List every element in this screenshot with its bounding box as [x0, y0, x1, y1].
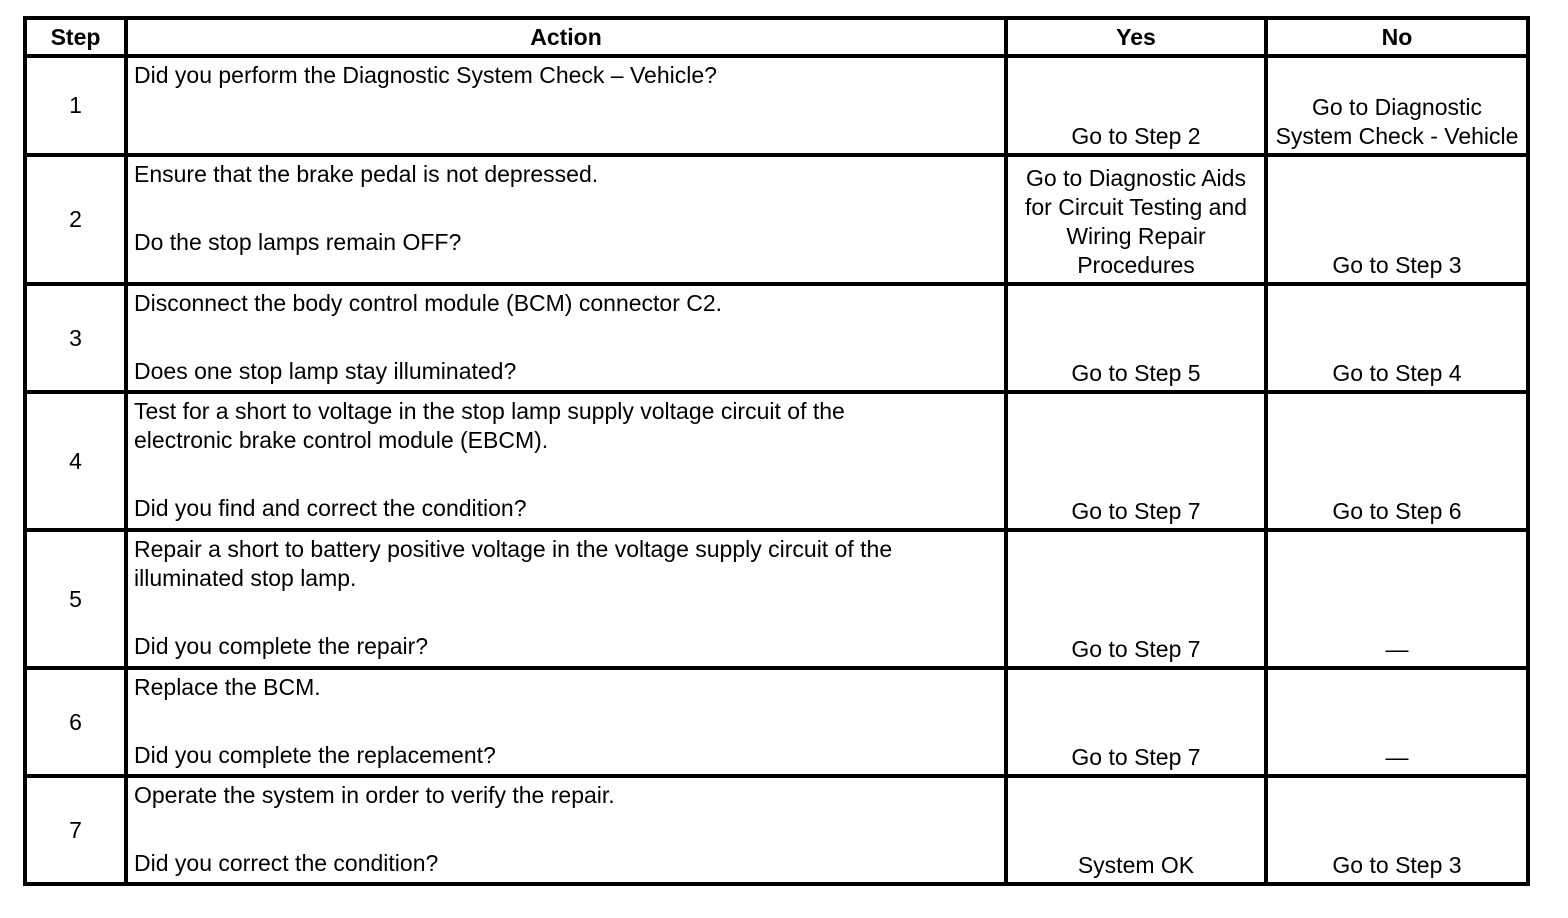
action-question: Did you complete the replacement?	[134, 742, 496, 768]
action-question: Does one stop lamp stay illuminated?	[134, 358, 517, 384]
action-question: Did you correct the condition?	[134, 850, 439, 876]
yes-cell: Go to Step 7	[1006, 392, 1266, 530]
step-number: 1	[25, 56, 126, 155]
action-text: Replace the BCM.	[134, 674, 321, 700]
action-text: Operate the system in order to verify the repair.	[134, 782, 615, 808]
step-number: 2	[25, 155, 126, 284]
yes-cell: Go to Step 2	[1006, 56, 1266, 155]
yes-cell: Go to Diagnostic Aids for Circuit Testing and Wiring Repair Procedures	[1006, 155, 1266, 284]
action-question: Did you find and correct the condition?	[134, 495, 527, 521]
table-row	[25, 284, 1528, 392]
yes-cell: Go to Step 5	[1006, 284, 1266, 392]
action-text-line: Repair a short to battery positive voltage in the voltage supply circuit of the	[134, 536, 893, 562]
action-text: Disconnect the body control module (BCM) connector C2.	[134, 290, 723, 316]
table-row	[25, 776, 1528, 884]
action-cell	[126, 776, 1006, 884]
step-number: 6	[25, 668, 126, 776]
table-row	[25, 155, 1528, 284]
header-action: Action	[126, 18, 1006, 56]
header-no: No	[1266, 18, 1528, 56]
action-cell	[126, 155, 1006, 284]
action-question: Did you complete the repair?	[134, 633, 429, 659]
no-cell: Go to Step 3	[1266, 155, 1528, 284]
no-cell: Go to Step 3	[1266, 776, 1528, 884]
step-number: 4	[25, 392, 126, 530]
table-row	[25, 392, 1528, 530]
header-yes: Yes	[1006, 18, 1266, 56]
no-cell: Go to Step 6	[1266, 392, 1528, 530]
step-number: 7	[25, 776, 126, 884]
header-row	[25, 18, 1528, 56]
diagnostic-table	[23, 16, 1530, 886]
step-number: 3	[25, 284, 126, 392]
no-cell: —	[1266, 668, 1528, 776]
no-cell: Go to Diagnostic System Check - Vehicle	[1266, 56, 1528, 155]
action-text: Ensure that the brake pedal is not depressed.	[134, 161, 599, 187]
action-text-line: Test for a short to voltage in the stop lamp supply voltage circuit of the	[134, 398, 845, 424]
header-step: Step	[25, 18, 126, 56]
no-cell: —	[1266, 530, 1528, 668]
yes-cell: System OK	[1006, 776, 1266, 884]
yes-cell: Go to Step 7	[1006, 530, 1266, 668]
table-row	[25, 530, 1528, 668]
no-cell: Go to Step 4	[1266, 284, 1528, 392]
action-cell	[126, 668, 1006, 776]
action-cell	[126, 56, 1006, 155]
action-cell	[126, 392, 1006, 530]
table-row	[25, 668, 1528, 776]
yes-cell: Go to Step 7	[1006, 668, 1266, 776]
table-row	[25, 56, 1528, 155]
action-cell	[126, 284, 1006, 392]
action-text: Did you perform the Diagnostic System Check – Vehicle?	[134, 62, 717, 88]
action-question: Do the stop lamps remain OFF?	[134, 229, 462, 255]
step-number: 5	[25, 530, 126, 668]
action-cell	[126, 530, 1006, 668]
action-text-line: illuminated stop lamp.	[134, 565, 357, 591]
action-text-line: electronic brake control module (EBCM).	[134, 427, 549, 453]
